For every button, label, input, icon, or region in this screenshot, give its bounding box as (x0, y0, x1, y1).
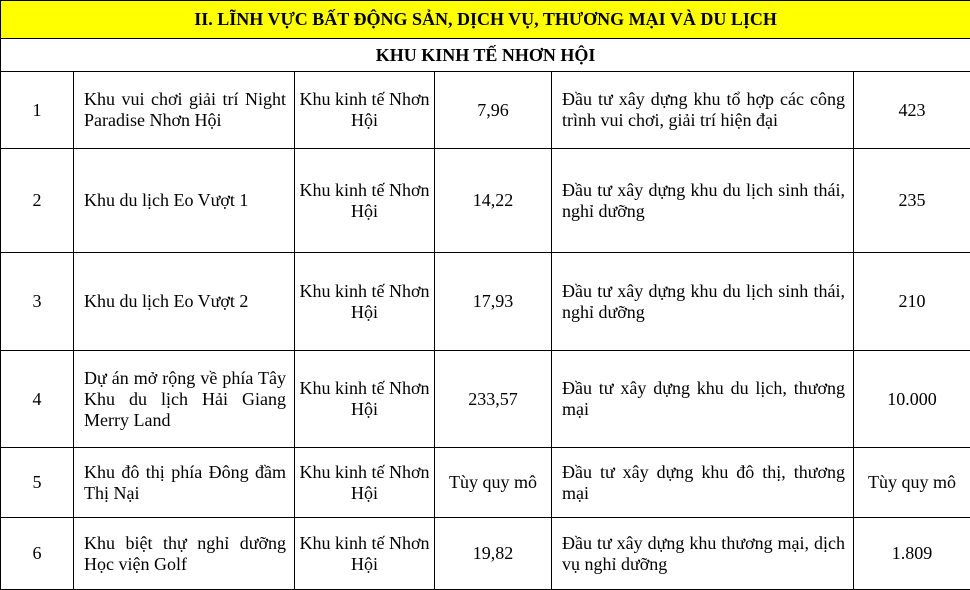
project-capital: 210 (854, 253, 970, 351)
project-location: Khu kinh tế Nhơn Hội (295, 72, 435, 149)
project-name: Khu vui chơi giải trí Night Paradise Nhơn Hội (74, 72, 295, 149)
project-goal: Đầu tư xây dựng khu thương mại, dịch vụ nghỉ dưỡng (552, 518, 854, 590)
row-number: 2 (1, 149, 74, 253)
project-area: 17,93 (435, 253, 552, 351)
table-row (1, 448, 970, 518)
section-header-row (1, 1, 970, 39)
table-row (1, 253, 970, 351)
project-name: Khu du lịch Eo Vượt 1 (74, 149, 295, 253)
project-capital: Tùy quy mô (854, 448, 970, 518)
project-location: Khu kinh tế Nhơn Hội (295, 351, 435, 448)
project-location: Khu kinh tế Nhơn Hội (295, 518, 435, 590)
row-number: 3 (1, 253, 74, 351)
project-name: Dự án mở rộng về phía Tây Khu du lịch Hải Giang Merry Land (74, 351, 295, 448)
project-name: Khu biệt thự nghỉ dưỡng Học viện Golf (74, 518, 295, 590)
project-goal: Đầu tư xây dựng khu du lịch sinh thái, nghỉ dưỡng (552, 149, 854, 253)
project-area: 233,57 (435, 351, 552, 448)
project-area: 7,96 (435, 72, 552, 149)
project-goal: Đầu tư xây dựng khu du lịch sinh thái, nghỉ dưỡng (552, 253, 854, 351)
project-location: Khu kinh tế Nhơn Hội (295, 448, 435, 518)
section-title: II. LĨNH VỰC BẤT ĐỘNG SẢN, DỊCH VỤ, THƯƠNG MẠI VÀ DU LỊCH (1, 1, 970, 39)
project-capital: 10.000 (854, 351, 970, 448)
table-row (1, 351, 970, 448)
project-capital: 235 (854, 149, 970, 253)
project-area: 19,82 (435, 518, 552, 590)
project-location: Khu kinh tế Nhơn Hội (295, 149, 435, 253)
table-row (1, 72, 970, 149)
row-number: 1 (1, 72, 74, 149)
project-location: Khu kinh tế Nhơn Hội (295, 253, 435, 351)
table-row (1, 149, 970, 253)
project-capital: 1.809 (854, 518, 970, 590)
project-goal: Đầu tư xây dựng khu tổ hợp các công trình vui chơi, giải trí hiện đại (552, 72, 854, 149)
project-name: Khu đô thị phía Đông đầm Thị Nại (74, 448, 295, 518)
row-number: 5 (1, 448, 74, 518)
row-number: 4 (1, 351, 74, 448)
table-row (1, 518, 970, 590)
project-name: Khu du lịch Eo Vượt 2 (74, 253, 295, 351)
zone-header-row (1, 39, 970, 72)
zone-title: KHU KINH TẾ NHƠN HỘI (1, 39, 970, 72)
project-goal: Đầu tư xây dựng khu đô thị, thương mại (552, 448, 854, 518)
project-area: Tùy quy mô (435, 448, 552, 518)
project-area: 14,22 (435, 149, 552, 253)
project-goal: Đầu tư xây dựng khu du lịch, thương mại (552, 351, 854, 448)
project-capital: 423 (854, 72, 970, 149)
row-number: 6 (1, 518, 74, 590)
